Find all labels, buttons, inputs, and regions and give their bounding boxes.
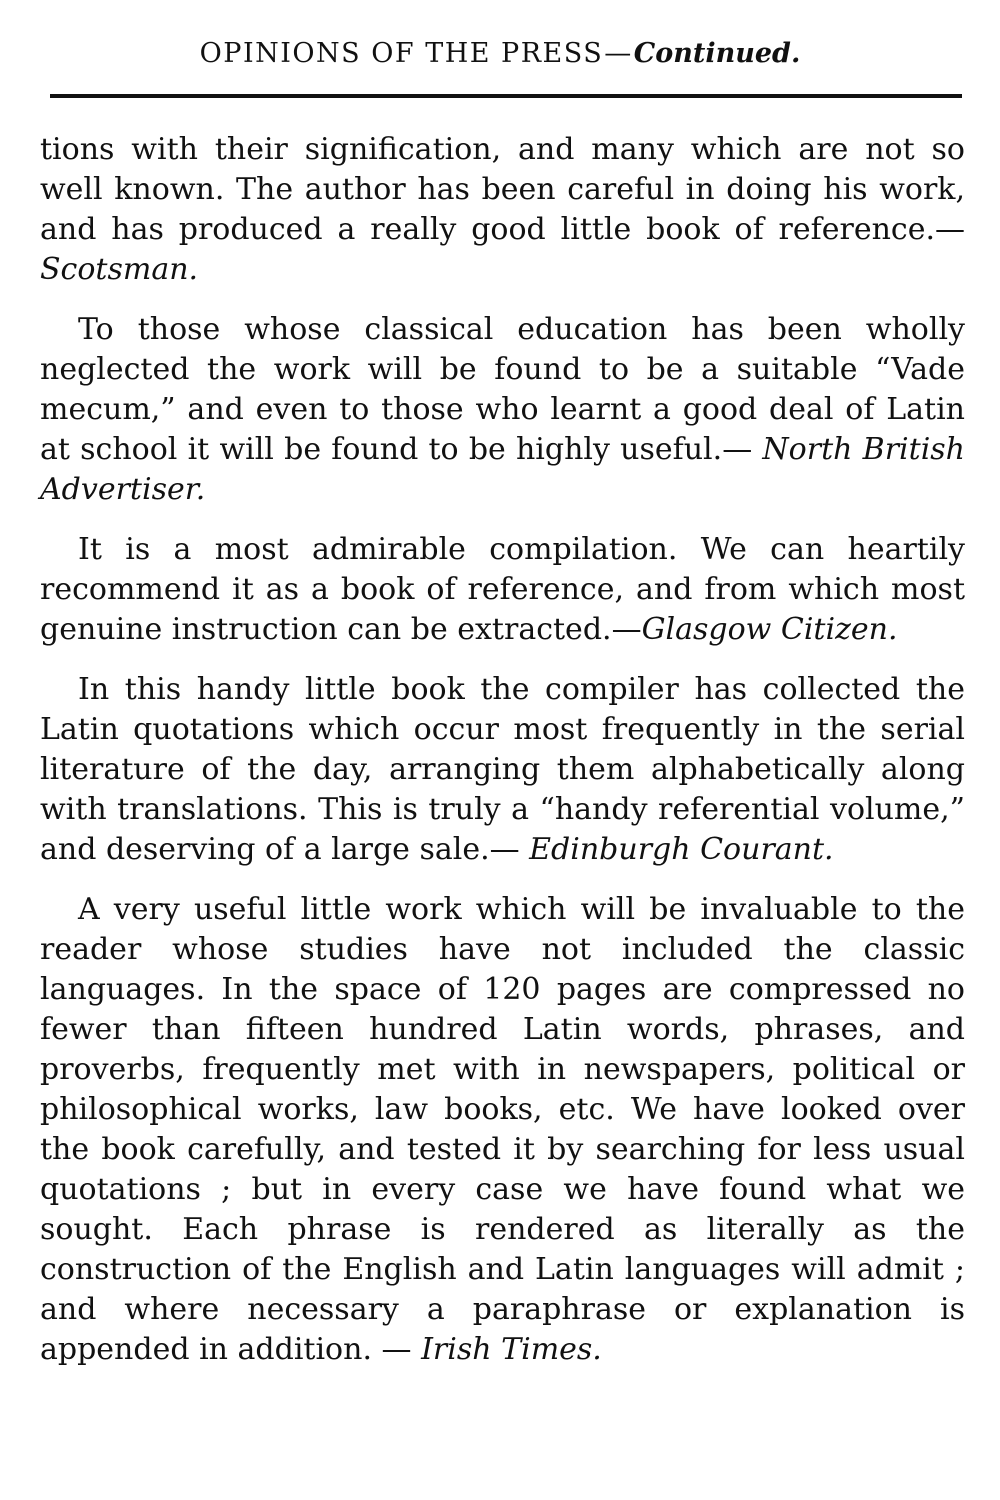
review-dash: — — [371, 1332, 422, 1367]
review-text: A very useful little work which will be invaluable to the reader whose studies have not included the classic languages. In the space of 120 pages are compressed no fewer than fifteen hundred Latin words, phrases, and proverbs, frequently met with in newspapers, political or philosophical works, law books, etc. We have looked over the book carefully, and tested it by searching for less usual quotations ; but in every case we have found what we sought. Each phrase is rendered as literally as the construction of the English and Latin languages will admit ; and where necessary a paraphrase or explanation is appended in addition. — [40, 892, 965, 1367]
review-north-british-advertiser — [40, 310, 965, 510]
review-glasgow-citizen — [40, 530, 965, 650]
header-separator: — — [604, 38, 633, 69]
review-text: To those whose classical education has been wholly neglected the work will be found to be a suitable “Vade mecum,” and even to those who learnt a good deal of Latin at school it will be found to be highly useful. — [40, 312, 965, 467]
review-dash: — — [611, 612, 642, 647]
review-edinburgh-courant — [40, 670, 965, 870]
review-scotsman — [40, 130, 965, 290]
reviews-column — [40, 130, 965, 1370]
review-text: tions with their signification, and many which are not so well known. The author has been careful in doing his work, and has produced a really good little book of reference. — [40, 132, 965, 247]
review-source: North British Advertiser. — [40, 432, 966, 507]
header-title: OPINIONS OF THE PRESS — [199, 38, 604, 69]
review-text: In this handy little book the compiler has collected the Latin quotations which occur most frequently in the serial literature of the day, arranging them alphabetically along with translations. This is truly a “handy referential volume,” and deserving of a large sale. — [40, 672, 965, 867]
review-irish-times — [40, 890, 965, 1370]
review-source: Scotsman. — [40, 252, 199, 287]
review-text: It is a most admirable compilation. We can heartily recommend it as a book of reference, and from which most genuine instruction can be extracted. — [40, 532, 965, 647]
header-rule — [50, 94, 962, 98]
header-continued: Continued. — [633, 38, 801, 69]
review-dash: — — [722, 432, 763, 467]
review-source: Irish Times. — [421, 1332, 602, 1367]
review-dash: — — [489, 832, 530, 867]
review-dash: — — [935, 212, 965, 247]
page-header — [0, 34, 1000, 74]
review-source: Glasgow Citizen. — [641, 612, 898, 647]
review-source: Edinburgh Courant. — [529, 832, 834, 867]
